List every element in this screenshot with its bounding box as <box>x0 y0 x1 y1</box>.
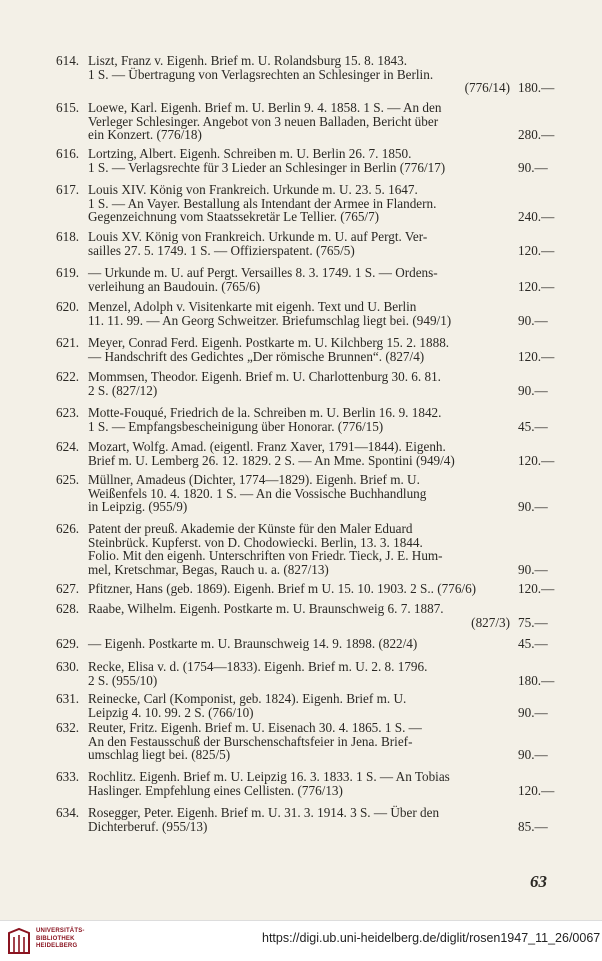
entry-line: Reinecke, Carl (Komponist, geb. 1824). Eigenh. Brief m. U. <box>88 691 407 706</box>
entry-price: 90.— <box>518 747 548 763</box>
footer-bar <box>0 920 602 961</box>
entry-price: 120.— <box>518 242 555 258</box>
entry-line: 2 S. (955/10) <box>88 672 158 688</box>
entry-line: sailles 27. 5. 1749. 1 S. — Offizierspatent. (765/5) <box>88 242 355 258</box>
entry-line: Recke, Elisa v. d. (1754—1833). Eigenh. Brief m. U. 2. 8. 1796. <box>88 659 428 674</box>
entry-line: Rochlitz. Eigenh. Brief m. U. Leipzig 16. 3. 1833. 1 S. — An Tobias <box>88 769 450 784</box>
entry-price: 120.— <box>518 278 555 294</box>
library-name <box>36 928 85 951</box>
entry-number: 633. <box>56 769 80 784</box>
entry-line: Gegenzeichnung vom Staatssekretär Le Tellier. (765/7) <box>88 209 380 225</box>
entry-number: 629. <box>56 636 80 651</box>
entry-line: 1 S. — Verlagsrechte für 3 Lieder an Schlesinger in Berlin (776/17) <box>88 159 446 175</box>
library-name-line: UNIVERSITÄTS- <box>36 928 85 934</box>
entry-description <box>88 721 510 762</box>
entry-description <box>88 230 510 257</box>
entry-line: ein Konzert. (776/18) <box>88 127 202 143</box>
entry-line: Rosegger, Peter. Eigenh. Brief m. U. 31. 3. 1914. 3 S. — Über den <box>88 805 440 820</box>
entry-description <box>88 692 510 719</box>
entry-line: Steinbrück. Kupferst. von D. Chodowiecki. Berlin, 13. 3. 1844. <box>88 534 423 550</box>
entry-description <box>88 406 510 433</box>
entry-line: Louis XIV. König von Frankreich. Urkunde m. U. 23. 5. 1647. <box>88 182 418 197</box>
entry-description <box>88 602 510 629</box>
entry-number: 632. <box>56 720 80 735</box>
entry-price: 180.— <box>518 80 555 96</box>
entry-line: Mozart, Wolfg. Amad. (eigentl. Franz Xaver, 1791—1844). Eigenh. <box>88 439 446 454</box>
entry-line: Leipzig 4. 10. 99. 2 S. (766/10) <box>88 704 254 720</box>
entry-price: 90.— <box>518 499 548 515</box>
entry-number: 621. <box>56 335 80 350</box>
entry-description <box>88 473 510 514</box>
entry-number: 615. <box>56 100 80 115</box>
entry-price: 90.— <box>518 159 548 175</box>
entry-line: verleihung an Baudouin. (765/6) <box>88 278 261 294</box>
entry-description <box>88 147 510 174</box>
entry-line: Reuter, Fritz. Eigenh. Brief m. U. Eisenach 30. 4. 1865. 1 S. — <box>88 720 422 735</box>
entry-line: Dichterberuf. (955/13) <box>88 818 208 834</box>
entry-line: Müllner, Amadeus (Dichter, 1774—1829). Eigenh. Brief m. U. <box>88 472 420 487</box>
entry-description <box>88 582 510 596</box>
entry-description <box>88 770 510 797</box>
entry-line: Pfitzner, Hans (geb. 1869). Eigenh. Brief m U. 15. 10. 1903. 2 S.. (776/6) <box>88 581 477 596</box>
entry-price: 85.— <box>518 818 548 834</box>
entry-number: 622. <box>56 369 80 384</box>
entry-number: 634. <box>56 805 80 820</box>
entry-line: Weißenfels 10. 4. 1820. 1 S. — An die Vossische Buchhandlung <box>88 485 427 501</box>
entry-price: 90.— <box>518 312 548 328</box>
entry-price: 45.— <box>518 636 548 651</box>
entry-number: 619. <box>56 265 80 280</box>
entry-line: (827/3) <box>471 614 510 630</box>
entry-description <box>88 440 510 467</box>
entry-line: in Leipzig. (955/9) <box>88 499 188 515</box>
entry-number: 614. <box>56 53 80 68</box>
library-name-line: BIBLIOTHEK <box>36 935 75 942</box>
entry-number: 631. <box>56 691 80 706</box>
entry-description <box>88 370 510 397</box>
entry-line: — Urkunde m. U. auf Pergt. Versailles 8. 3. 1749. 1 S. — Ordens- <box>88 265 438 280</box>
entry-line: mel, Kretschmar, Begas, Rauch u. a. (827/13) <box>88 561 329 577</box>
entry-description <box>88 300 510 327</box>
entry-number: 628. <box>56 601 80 616</box>
entry-line: 1 S. — Empfangsbescheinigung über Honorar. (776/15) <box>88 418 384 434</box>
entry-price: 75.— <box>518 614 548 630</box>
entry-line: Lortzing, Albert. Eigenh. Schreiben m. U. Berlin 26. 7. 1850. <box>88 146 412 161</box>
entry-description <box>88 637 510 651</box>
entry-line: umschlag liegt bei. (825/5) <box>88 747 231 763</box>
entry-price: 120.— <box>518 581 555 596</box>
entry-line: Brief m. U. Lemberg 26. 12. 1829. 2 S. — An Mme. Spontini (949/4) <box>88 452 455 468</box>
entry-number: 627. <box>56 581 80 596</box>
entry-number: 623. <box>56 405 80 420</box>
entry-line: Louis XV. König von Frankreich. Urkunde m. U. auf Pergt. Ver- <box>88 229 428 244</box>
entry-number: 626. <box>56 521 80 536</box>
entry-number: 624. <box>56 439 80 454</box>
entry-price: 45.— <box>518 418 548 434</box>
entry-number: 630. <box>56 659 80 674</box>
entry-price: 120.— <box>518 348 555 364</box>
entry-line: Liszt, Franz v. Eigenh. Brief m. U. Rolandsburg 15. 8. 1843. <box>88 53 408 68</box>
source-url[interactable]: https://digi.ub.uni-heidelberg.de/diglit/rosen1947_11_26/0067 <box>262 931 601 945</box>
entry-price: 90.— <box>518 382 548 398</box>
entry-price: 180.— <box>518 672 555 688</box>
page-number: 63 <box>530 872 547 891</box>
entry-number: 625. <box>56 472 80 487</box>
entry-line: — Handschrift des Gedichtes „Der römische Brunnen“. (827/4) <box>88 348 425 364</box>
entry-description <box>88 101 510 142</box>
entry-line: Haslinger. Empfehlung eines Cellisten. (776/13) <box>88 782 343 798</box>
entry-description <box>88 266 510 293</box>
entry-line: Patent der preuß. Akademie der Künste für den Maler Eduard <box>88 521 413 536</box>
entry-number: 620. <box>56 299 80 314</box>
entry-price: 240.— <box>518 209 555 225</box>
entry-line: 1 S. — An Vayer. Bestallung als Intendant der Armee in Flandern. <box>88 195 437 211</box>
entry-description <box>88 660 510 687</box>
entry-price: 120.— <box>518 782 555 798</box>
entry-number: 617. <box>56 182 80 197</box>
library-name-line: HEIDELBERG <box>36 943 78 949</box>
entry-line: 1 S. — Übertragung von Verlagsrechten an Schlesinger in Berlin. <box>88 66 434 82</box>
entry-price: 280.— <box>518 127 555 143</box>
entry-line: Loewe, Karl. Eigenh. Brief m. U. Berlin 9. 4. 1858. 1 S. — An den <box>88 100 442 115</box>
entry-line: Verleger Schlesinger. Angebot von 3 neuen Balladen, Bericht über <box>88 113 439 129</box>
entry-line: — Eigenh. Postkarte m. U. Braunschweig 14. 9. 1898. (822/4) <box>88 636 418 651</box>
entry-price: 120.— <box>518 452 555 468</box>
entry-number: 616. <box>56 146 80 161</box>
entry-description <box>88 336 510 363</box>
entry-line: 11. 11. 99. — An Georg Schweitzer. Briefumschlag liegt bei. (949/1) <box>88 312 452 328</box>
entry-line: 2 S. (827/12) <box>88 382 158 398</box>
entry-description <box>88 54 510 95</box>
entry-line: Menzel, Adolph v. Visitenkarte mit eigenh. Text und U. Berlin <box>88 299 417 314</box>
entry-price: 90.— <box>518 704 548 720</box>
entry-line: An den Festausschuß der Burschenschaftsfeier in Jena. Brief- <box>88 733 413 749</box>
entry-number: 618. <box>56 229 80 244</box>
university-library-logo-icon <box>6 927 32 955</box>
entry-line: Mommsen, Theodor. Eigenh. Brief m. U. Charlottenburg 30. 6. 81. <box>88 369 441 384</box>
entry-description <box>88 183 510 224</box>
entry-line: Motte-Fouqué, Friedrich de la. Schreiben m. U. Berlin 16. 9. 1842. <box>88 405 442 420</box>
entry-line: (776/14) <box>464 80 510 96</box>
entry-line: Folio. Mit den eigenh. Unterschriften von Friedr. Tieck, J. E. Hum- <box>88 548 443 564</box>
entry-price: 90.— <box>518 561 548 577</box>
entry-description <box>88 522 510 576</box>
entry-description <box>88 806 510 833</box>
entry-line: Raabe, Wilhelm. Eigenh. Postkarte m. U. Braunschweig 6. 7. 1887. <box>88 601 444 616</box>
entry-line: Meyer, Conrad Ferd. Eigenh. Postkarte m. U. Kilchberg 15. 2. 1888. <box>88 335 450 350</box>
